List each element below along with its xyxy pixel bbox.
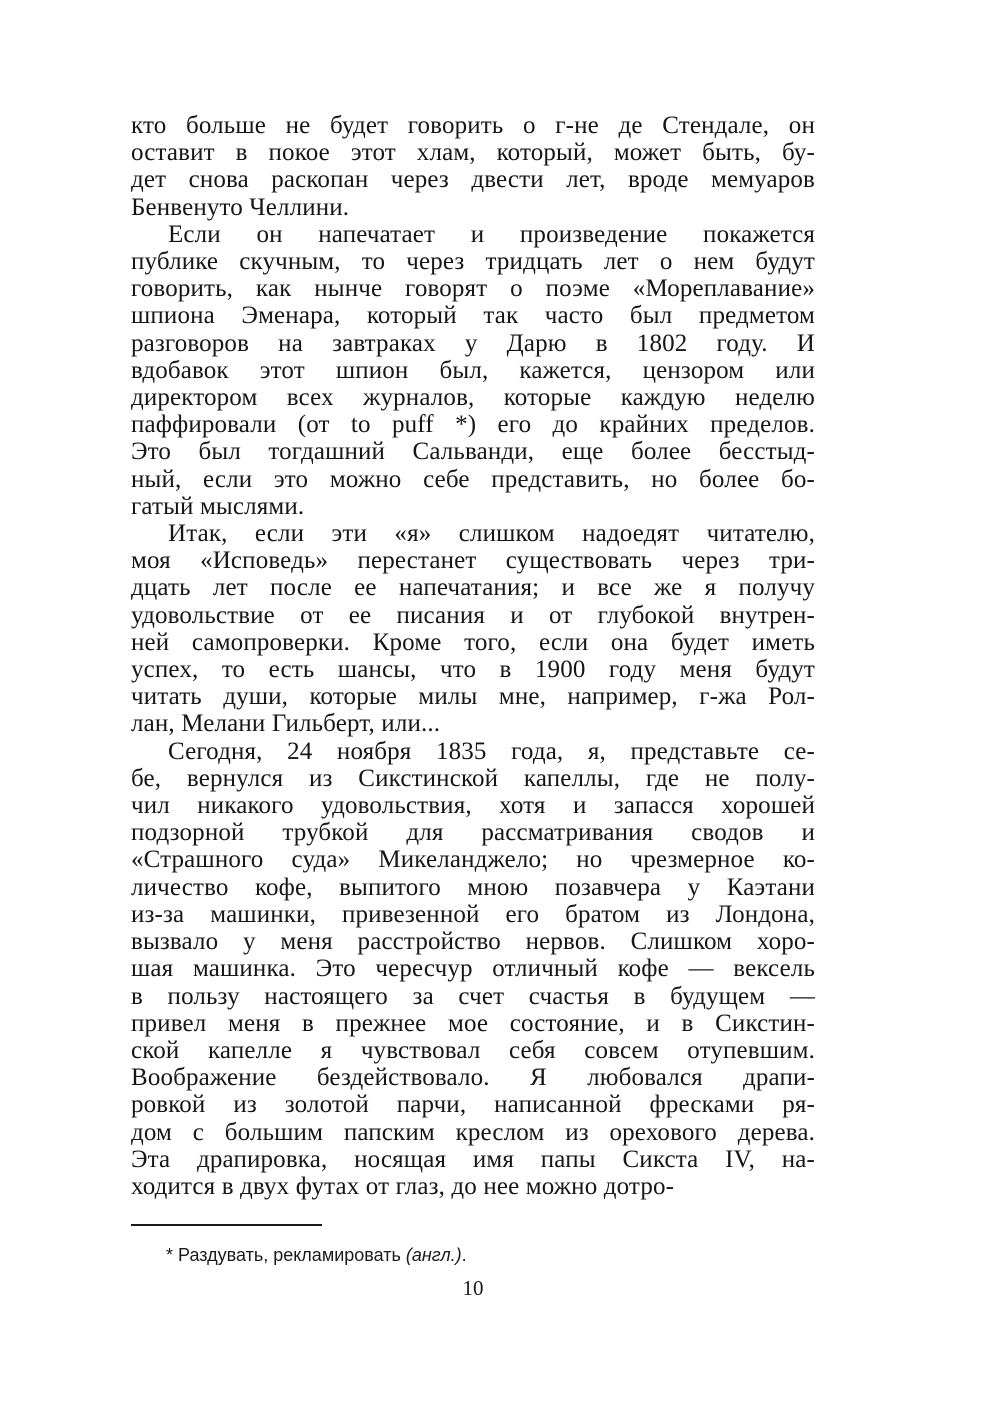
text-line: чил никакого удовольствия, хотя и запасся хорошей: [131, 792, 815, 820]
page-number: 10: [462, 1276, 484, 1300]
footnote-divider: [131, 1224, 322, 1226]
text-line: шпиона Эменара, который так часто был предметом: [131, 302, 815, 330]
text-line: ровкой из золотой парчи, написанной фресками ря-: [131, 1091, 815, 1119]
footnote-marker: *: [166, 1245, 174, 1265]
text-line: из-за машинки, привезенной его братом из Лондона,: [131, 900, 815, 928]
book-page: [131, 112, 815, 1300]
text-line: публике скучным, то через тридцать лет о нем будут: [131, 248, 815, 276]
text-line: удовольствие от ее писания и от глубокой внутрен-: [131, 601, 815, 629]
text-line: паффировали (от to puff *) его до крайних пределов.: [131, 411, 815, 439]
text-line: дет снова раскопан через двести лет, вроде мемуаров: [131, 166, 815, 194]
text-line: в пользу настоящего за счет счастья в будущем —: [131, 982, 815, 1010]
text-line: вдобавок этот шпион был, кажется, цензором или: [131, 356, 815, 384]
text-line: ской капелле я чувствовал себя совсем отупевшим.: [131, 1036, 815, 1064]
text-line: успех, то есть шансы, что в 1900 году меня будут: [131, 656, 815, 684]
text-line: привел меня в прежнее мое состояние, и в Сикстин-: [131, 1009, 815, 1037]
text-line: лан, Мелани Гильберт, или...: [131, 710, 441, 738]
text-line: Воображение бездействовало. Я любовался драпи-: [131, 1064, 815, 1092]
text-line: директором всех журналов, которые каждую неделю: [131, 384, 815, 412]
text-line: ней самопроверки. Кроме того, если она будет иметь: [131, 628, 815, 656]
text-line: бе, вернулся из Сикстинской капеллы, где не полу-: [131, 764, 815, 792]
text-line: оставит в покое этот хлам, который, может быть, бу-: [131, 139, 815, 167]
text-line: Сегодня, 24 ноября 1835 года, я, представьте се-: [168, 737, 815, 765]
text-line: читать души, которые милы мне, например, г-жа Рол-: [131, 683, 815, 711]
text-line: разговоров на завтраках у Дарю в 1802 году. И: [131, 329, 815, 357]
text-line: подзорной трубкой для рассматривания сводов и: [131, 819, 815, 847]
text-line: говорить, как нынче говорят о поэме «Мореплавание»: [131, 275, 815, 303]
text-line: гатый мыслями.: [131, 492, 305, 520]
body-text: [131, 112, 815, 1200]
text-line: вызвало у меня расстройство нервов. Слишком хоро-: [131, 928, 815, 956]
text-line: Это был тогдашний Сальванди, еще более бесстыд-: [131, 438, 815, 466]
text-line: Эта драпировка, носящая имя папы Сикста IV, на-: [131, 1145, 815, 1173]
footnote-end: .: [461, 1245, 467, 1265]
text-line: ный, если это можно себе представить, но более бо-: [131, 465, 815, 493]
text-line: «Страшного суда» Микеланджело; но чрезмерное ко-: [131, 846, 815, 874]
footnote: [166, 1245, 467, 1266]
text-line: моя «Исповедь» перестанет существовать через три-: [131, 547, 815, 575]
text-line: дцать лет после ее напечатания; и все же я получу: [131, 574, 815, 602]
text-line: кто больше не будет говорить о г-не де Стендале, он: [131, 112, 815, 139]
text-line: Если он напечатает и произведение покажется: [168, 220, 815, 248]
text-line: личество кофе, выпитого мною позавчера у Каэтани: [131, 873, 815, 901]
text-line: дом с большим папским креслом из орехового дерева.: [131, 1118, 815, 1146]
text-line: ходится в двух футах от глаз, до нее можно дотро-: [131, 1172, 675, 1200]
text-line: шая машинка. Это чересчур отличный кофе — вексель: [131, 955, 815, 983]
footnote-language-note: (англ.): [405, 1245, 462, 1265]
text-line: Бенвенуто Челлини.: [131, 193, 350, 221]
footnote-text: Раздувать, рекламировать: [178, 1245, 401, 1265]
text-line: Итак, если эти «я» слишком надоедят читателю,: [168, 520, 815, 548]
